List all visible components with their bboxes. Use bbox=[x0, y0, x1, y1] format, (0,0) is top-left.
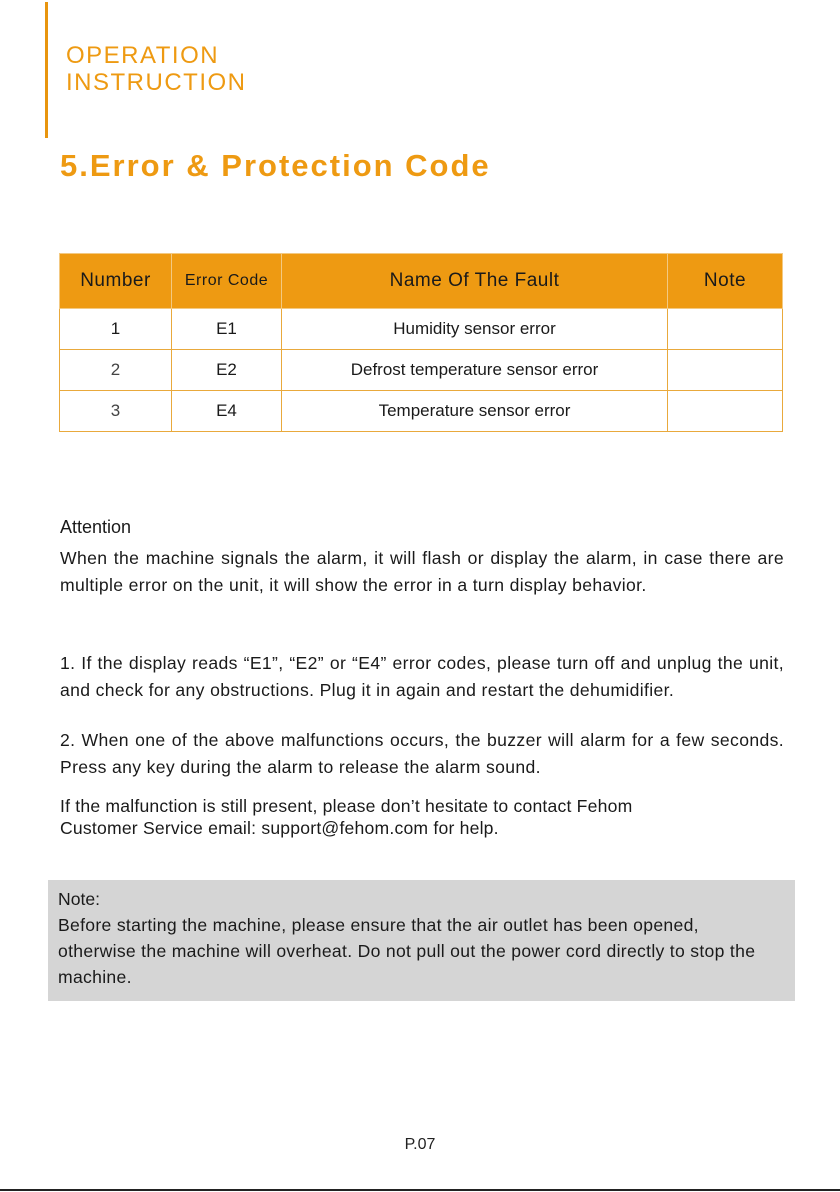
bottom-rule bbox=[0, 1189, 840, 1191]
note-label: Note: bbox=[58, 889, 101, 909]
table-row bbox=[60, 309, 783, 350]
header-title-line2: INSTRUCTION bbox=[66, 69, 247, 96]
attention-heading: Attention bbox=[60, 517, 132, 537]
header-title-line1: OPERATION bbox=[66, 42, 220, 69]
row-note bbox=[668, 350, 783, 391]
column-header-number: Number bbox=[60, 254, 172, 309]
row-fault-name: Humidity sensor error bbox=[282, 309, 668, 350]
attention-paragraph: When the machine signals the alarm, it will flash or display the alarm, in case there are multiple error on the unit, it will show the error in a turn display behavior. bbox=[60, 548, 784, 595]
row-fault-name: Defrost temperature sensor error bbox=[282, 350, 668, 391]
section-title: 5.Error & Protection Code bbox=[60, 148, 491, 183]
table-row bbox=[60, 391, 783, 432]
row-error-code: E4 bbox=[172, 391, 282, 432]
column-header-fault-name: Name Of The Fault bbox=[282, 254, 668, 309]
accent-side-rule bbox=[45, 2, 48, 138]
contact-text bbox=[60, 795, 800, 839]
table-row bbox=[60, 350, 783, 391]
note-box bbox=[48, 880, 795, 1001]
header-title bbox=[66, 42, 247, 96]
row-note bbox=[668, 391, 783, 432]
note-body: Before starting the machine, please ensure that the air outlet has been opened, otherwise the machine will overheat. Do not pull out the power cord directly to stop the machine. bbox=[58, 915, 756, 987]
row-number: 3 bbox=[60, 391, 172, 432]
column-header-error-code: Error Code bbox=[172, 254, 282, 309]
attention-step-1: 1. If the display reads “E1”, “E2” or “E4” error codes, please turn off and unplug the unit, and check for any obstructions. Plug it in again and restart the dehumidifier. bbox=[60, 653, 784, 700]
attention-step-2: 2. When one of the above malfunctions occurs, the buzzer will alarm for a few seconds. Press any key during the alarm to release the alarm sound. bbox=[60, 730, 784, 777]
page-number: P.07 bbox=[404, 1136, 436, 1153]
row-error-code: E2 bbox=[172, 350, 282, 391]
row-note bbox=[668, 309, 783, 350]
row-fault-name: Temperature sensor error bbox=[282, 391, 668, 432]
contact-line-1: If the malfunction is still present, please don’t hesitate to contact Fehom bbox=[60, 796, 633, 816]
error-code-table bbox=[59, 253, 783, 432]
table-header-row bbox=[60, 254, 783, 309]
row-number: 1 bbox=[60, 309, 172, 350]
row-number: 2 bbox=[60, 350, 172, 391]
contact-line-2: Customer Service email: support@fehom.com for help. bbox=[60, 818, 499, 838]
column-header-note: Note bbox=[668, 254, 783, 309]
row-error-code: E1 bbox=[172, 309, 282, 350]
